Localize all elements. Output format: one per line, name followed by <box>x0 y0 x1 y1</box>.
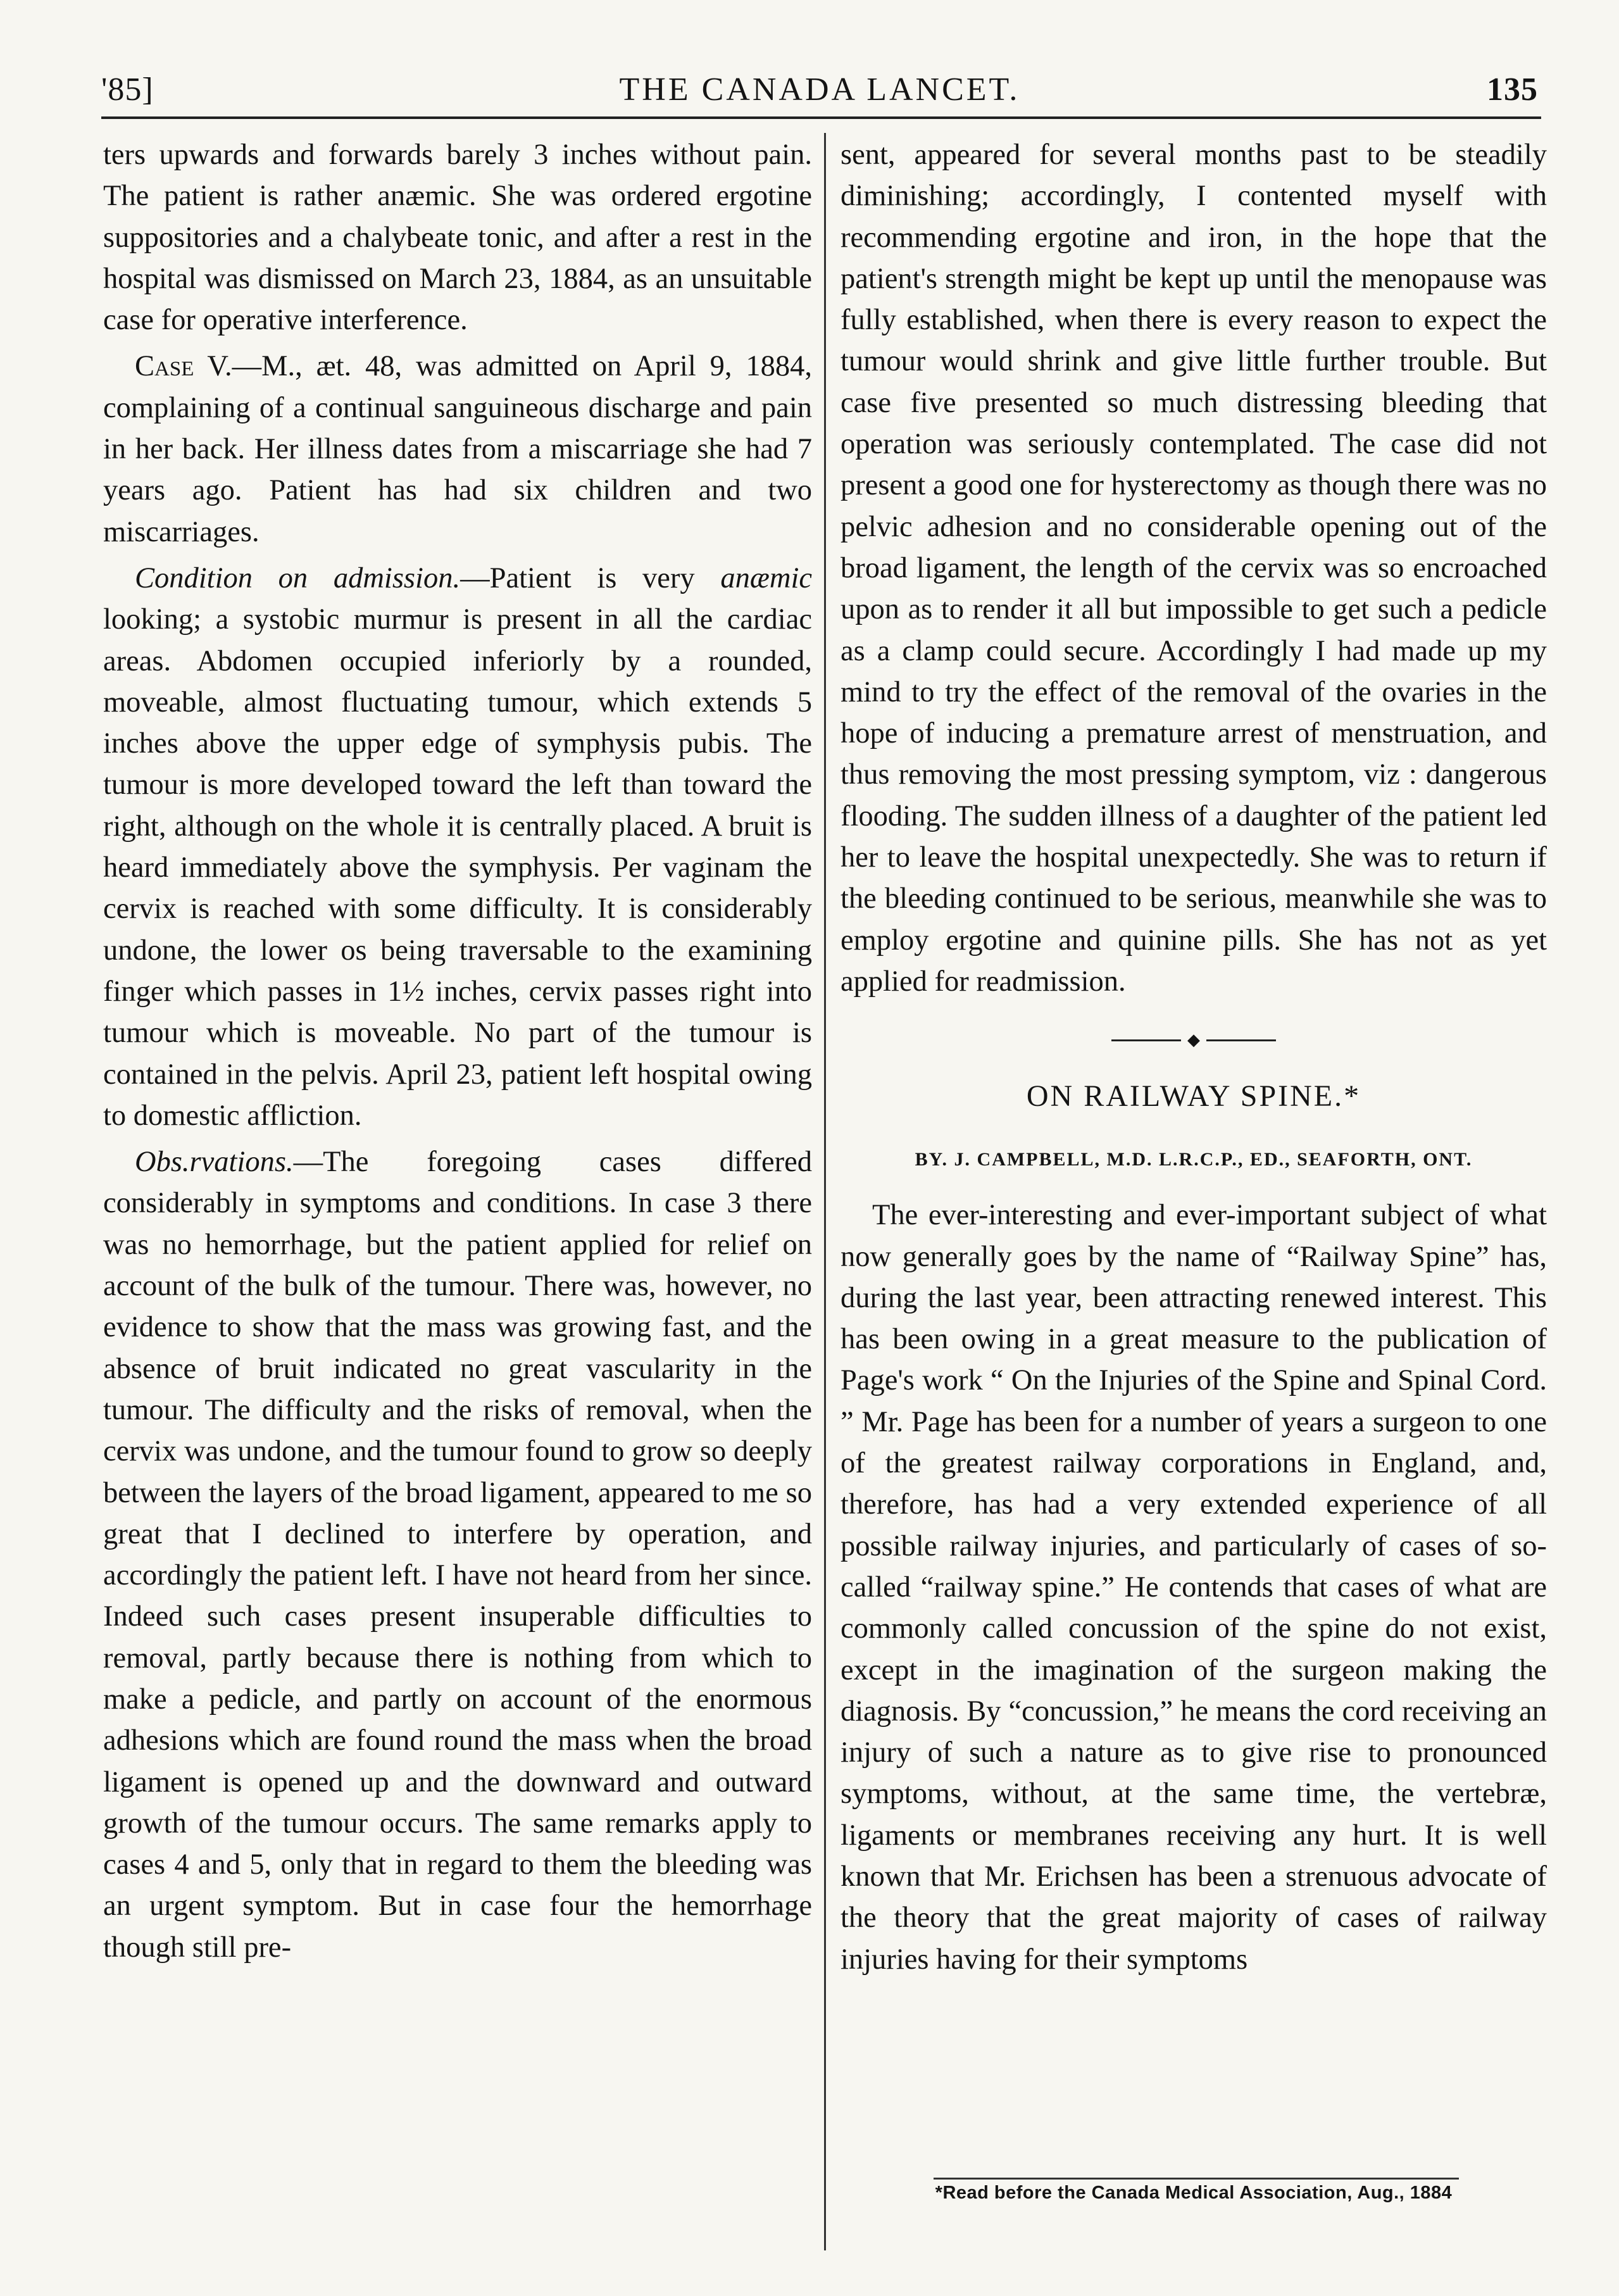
left-column <box>103 134 812 2242</box>
case5-text: —M., æt. 48, was admitted on April 9, 1884, complaining of a continual sanguineous discharge and pain in her back. Her illness dates from a miscarriage she had 7 years ago. Patient has had six children and two miscarriages. <box>103 350 812 548</box>
case5-label: Case V. <box>135 350 232 383</box>
column-divider <box>824 133 826 2250</box>
footnote-rule <box>934 2178 1459 2180</box>
header-rule <box>101 116 1541 119</box>
right-column <box>841 134 1547 2242</box>
section-ornament: ◆ <box>841 1021 1547 1059</box>
footnote: *Read before the Canada Medical Association, Aug., 1884 <box>935 2183 1453 2203</box>
paragraph-case-continuation: sent, appeared for several months past to be steadily diminishing; accordingly, I contented myself with recommending ergotine and iron, in the hope that the patient's strength might be kept up until the menopause was fully established, when there is every reason to expect the tumour would shrink and give little further trouble. But case five presented so much distressing bleeding that operation was seriously contemplated. The case did not present a good one for hysterectomy as though there was no pelvic adhesion and no considerable opening out of the broad ligament, the length of the cervix was so encroached upon as to render it all but impossible to get such a pedicle as a clamp could secure. Accordingly I had made up my mind to try the effect of the removal of the ovaries in the hope of inducing a premature arrest of menstruation, and thus removing the most pressing symptom, viz : dangerous flooding. The sudden illness of a daughter of the patient led her to leave the hospital unexpectedly. She was to return if the bleeding continued to be serious, meanwhile she was to employ ergotine and quinine pills. She has not as yet applied for readmission. <box>841 139 1547 998</box>
article-byline: BY. J. CAMPBELL, M.D. L.R.C.P., ED., SEAFORTH, ONT. <box>915 1149 1473 1170</box>
observations-label: Obs.rvations. <box>135 1146 294 1179</box>
running-header <box>101 71 1538 115</box>
paragraph-observations <box>103 1141 812 1968</box>
condition-text-b: looking; a systobic murmur is present in all the cardiac areas. Abdomen occupied inferiorly by a rounded, moveable, almost fluctuating tumour, which extends 5 inches above the upper edge of symphysis pubis. The tumour is more developed toward the left than toward the right, although on the whole it is centrally placed. A bruit is heard immediately above the symphysis. Per vaginam the cervix is reached with some difficulty. It is considerably undone, the lower os being traversable to the examining finger which passes in 1½ inches, cervix passes right into tumour which is moveable. No part of the tumour is contained in the pelvis. April 23, patient left hospital owing to domestic affliction. <box>103 603 812 1132</box>
condition-text-a: —Patient is very <box>460 561 721 594</box>
article-title: ON RAILWAY SPINE.* <box>1026 1079 1361 1113</box>
page-number: 135 <box>1487 72 1538 108</box>
paragraph-condition <box>103 558 812 1136</box>
observations-text: —The foregoing cases differed considerably in symptoms and conditions. In case 3 there was no hemorrhage, but the patient applied for relief on account of the bulk of the tumour. There was, however, no evidence to show that the mass was growing fast, and the absence of bruit indicated no great vascularity in the tumour. The difficulty and the risks of removal, when the cervix was undone, and the tumour found to grow so deeply between the layers of the broad ligament, appeared to me so great that I declined to interfere by operation, and accordingly the patient left. I have not heard from her since. Indeed such cases present insuperable difficulties to removal, partly because there is nothing from which to make a pedicle, and partly on account of the enormous adhesions which are found round the mass when the broad ligament is opened up and the downward and outward growth of the tumour occurs. The same remarks apply to cases 4 and 5, only that in regard to them the bleeding was an urgent symptom. But in case four the hemorrhage though still pre- <box>103 1146 812 1964</box>
journal-title: THE CANADA LANCET. <box>619 72 1020 108</box>
condition-anaemic: anæmic <box>720 561 812 594</box>
condition-label: Condition on admission. <box>135 561 461 594</box>
paragraph-railway-spine: The ever-interesting and ever-important subject of what now generally goes by the name of “Railway Spine” has, during the last year, been attracting renewed interest. This has been owing in a great measure to the publication of Page's work “ On the Injuries of the Spine and Spinal Cord. ” Mr. Page has been for a number of years a surgeon to one of the greatest railway corporations in England, and, therefore, has had a very extended experience of all possible railway injuries, and particularly of cases of so-called “railway spine.” He contends that cases of what are commonly called concussion of the spine do not exist, except in the imagination of the surgeon making the diagnosis. By “concussion,” he means the cord receiving an injury of such a nature as to give rise to pronounced symptoms, without, at the same time, the vertebræ, ligaments or membranes receiving any hurt. It is well known that Mr. Erichsen has been a strenuous advocate of the theory that the great majority of cases of railway injuries having for their symptoms <box>841 1199 1547 1976</box>
paragraph-case5 <box>103 346 812 552</box>
paragraph-case4-end: ters upwards and forwards barely 3 inches without pain. The patient is rather anæmic. She was ordered ergotine suppositories and a chalybeate tonic, and after a rest in the hospital was dismissed on March 23, 1884, as an unsuitable case for operative interference. <box>103 139 812 337</box>
header-year: '85] <box>101 72 154 108</box>
